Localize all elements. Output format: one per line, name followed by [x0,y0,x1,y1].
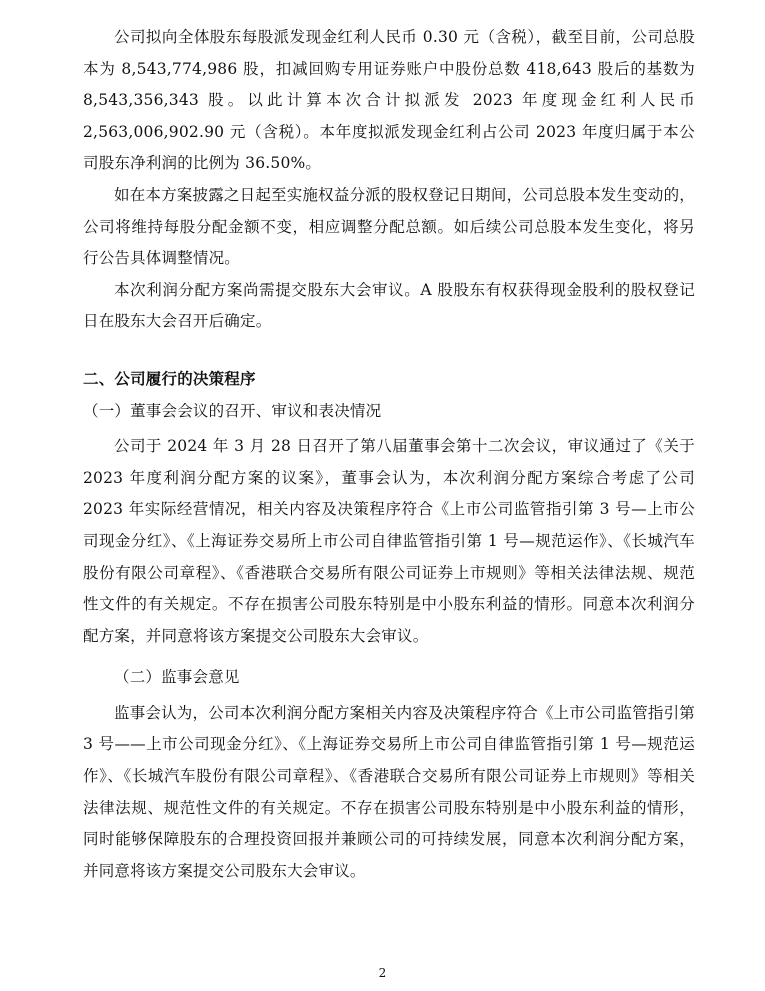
page-number: 2 [378,966,387,980]
subsection-gap [83,652,695,662]
section-heading-decision-procedure: 二、公司履行的决策程序 [83,369,256,388]
subsection-heading-supervisory-board: （二）监事会意见 [114,668,240,687]
subsection-heading-board-meeting: （一）董事会会议的召开、审议和表决情况 [83,401,382,420]
dividend-amount-paragraph: 公司拟向全体股东每股派发现金红利人民币 0.30 元（含税），截至目前，公司总股本为 8,543,774,986 股，扣减回购专用证券账户中股份总数 418,643 股后的基数为 8,543,356,343 股。以此计算本次合计拟派发 2023 年度现金红利人民币 2,563,006,902.90 元（含税）。本年度拟派发现金红利占公司 2023 年度归属于本公司股东净利润的比例为 36.50%。 [83,28,695,173]
supervisory-board-paragraph: 监事会认为，公司本次利润分配方案相关内容及决策程序符合《上市公司监管指引第 3 号——上市公司现金分红》、《上海证券交易所上市公司自律监管指引第 1 号—规范运作》、《长城汽车股份有限公司章程》、《香港联合交易所有限公司证券上市规则》等相关法律法规、规范性文件的有关规定。不存在损害公司股东特别是中小股东利益的情形，同时能够保障股东的合理投资回报并兼顾公司的可持续发展，同意本次利润分配方案，并同意将该方案提交公司股东大会审议。 [83,703,695,880]
share-change-paragraph: 如在本方案披露之日起至实施权益分派的股权登记日期间，公司总股本发生变动的，公司将维持每股分配金额不变，相应调整分配总额。如后续公司总股本发生变化，将另行公告具体调整情况。 [83,185,695,268]
board-meeting-paragraph: 公司于 2024 年 3 月 28 日召开了第八届董事会第十二次会议，审议通过了《关于 2023 年度利润分配方案的议案》，董事会认为，本次利润分配方案综合考虑了公司 2023 年实际经营情况，相关内容及决策程序符合《上市公司监管指引第 3 号—上市公司现金分红》、《上海证券交易所上市公司自律监管指引第 1 号—规范运作》、《长城汽车股份有限公司章程》、《香港联合交易所有限公司证券上市规则》等相关法律法规、规范性文件的有关规定。不存在损害公司股东特别是中小股东利益的情形。同意本次利润分配方案，并同意将该方案提交公司股东大会审议。 [83,437,695,645]
shareholder-meeting-paragraph: 本次利润分配方案尚需提交股东大会审议。A 股股东有权获得现金股利的股权登记日在股东大会召开后确定。 [83,280,695,331]
document-page [83,22,695,887]
section-gap [83,338,695,364]
